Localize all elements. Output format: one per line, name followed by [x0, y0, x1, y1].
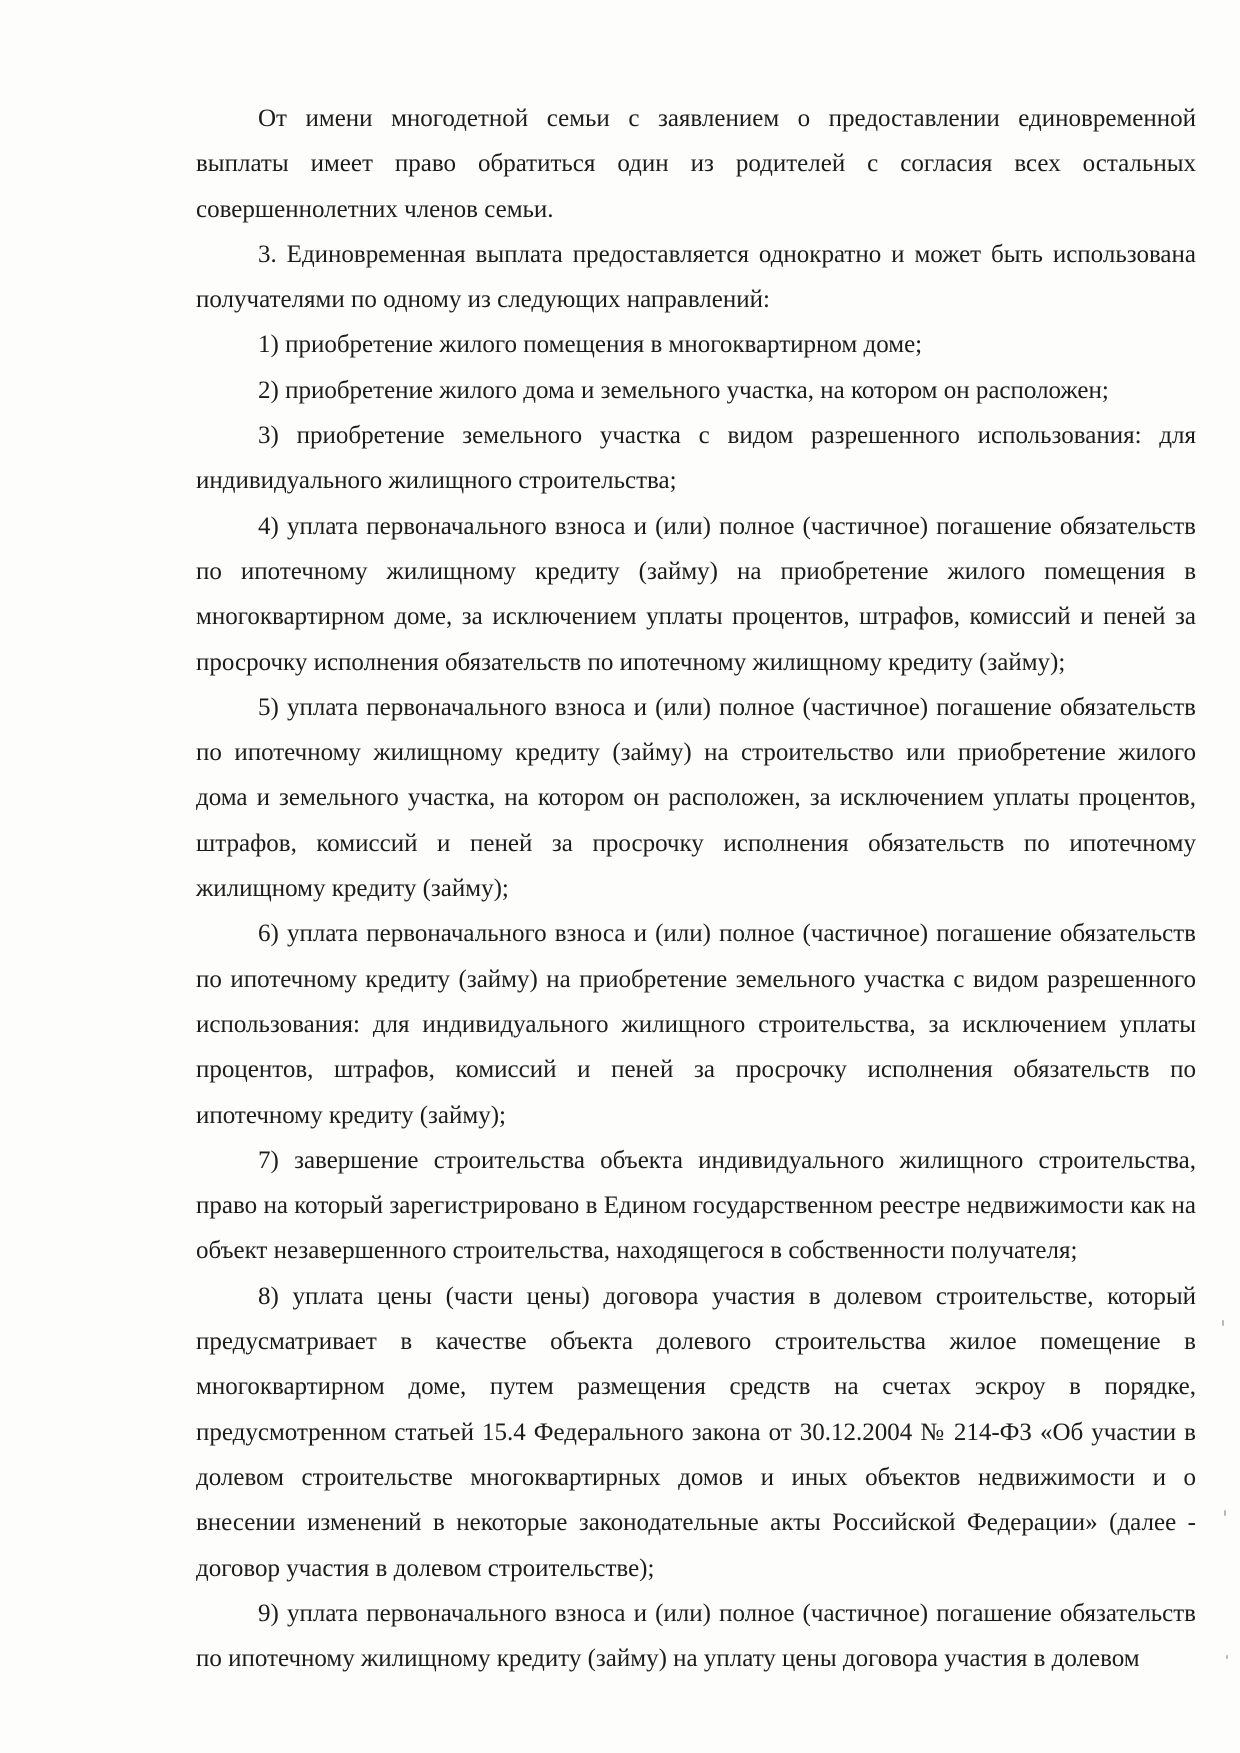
- document-text: [196, 96, 1196, 1681]
- scan-speck: [1226, 1655, 1228, 1659]
- list-item-8: 8) уплата цены (части цены) договора участия в долевом строительстве, который предусматривает в качестве объекта долевого строительства жилое помещение в многоквартирном доме, путем размещения средств на счетах эскроу в порядке, предусмотренном статьей 15.4 Федерального закона от 30.12.2004 № 214-ФЗ «Об участии в долевом строительстве многоквартирных домов и иных объектов недвижимости и о внесении изменений в некоторые законодательные акты Российской Федерации» (далее - договор участия в долевом строительстве);: [196, 1282, 1196, 1582]
- scan-speck: [1224, 1510, 1226, 1516]
- list-item-5: 5) уплата первоначального взноса и (или) полное (частичное) погашение обязательств по ипотечному жилищному кредиту (займу) на строительство или приобретение жилого дома и земельного участка, на котором он расположен, за исключением уплаты процентов, штрафов, комиссий и пеней за просрочку исполнения обязательств по ипотечному жилищному кредиту (займу);: [196, 693, 1196, 903]
- list-item-6: 6) уплата первоначального взноса и (или) полное (частичное) погашение обязательств по ипотечному кредиту (займу) на приобретение земельного участка с видом разрешенного использования: для индивидуального жилищного строительства, за исключением уплаты процентов, штрафов, комиссий и пеней за просрочку исполнения обязательств по ипотечному кредиту (займу);: [196, 920, 1196, 1129]
- paragraph-clause-3: 3. Единовременная выплата предоставляется однократно и может быть использована получателями по одному из следующих направлений:: [196, 240, 1196, 314]
- list-item-4: 4) уплата первоначального взноса и (или) полное (частичное) погашение обязательств по ипотечному жилищному кредиту (займу) на приобретение жилого помещения в многоквартирном доме, за исключением уплаты процентов, штрафов, комиссий и пеней за просрочку исполнения обязательств по ипотечному жилищному кредиту (займу);: [196, 512, 1196, 676]
- list-item-1: 1) приобретение жилого помещения в многоквартирном доме;: [258, 331, 923, 359]
- list-item-7: 7) завершение строительства объекта индивидуального жилищного строительства, право на который зарегистрировано в Едином государственном реестре недвижимости как на объект незавершенного строительства, находящегося в собственности получателя;: [196, 1146, 1196, 1265]
- scan-speck: [1222, 1320, 1224, 1326]
- paragraph-applicant: От имени многодетной семьи с заявлением о предоставлении единовременной выплаты имеет право обратиться один из родителей с согласия всех остальных совершеннолетних членов семьи.: [196, 105, 1196, 223]
- list-item-2: 2) приобретение жилого дома и земельного участка, на котором он расположен;: [258, 376, 1109, 404]
- list-item-3: 3) приобретение земельного участка с видом разрешенного использования: для индивидуального жилищного строительства;: [196, 422, 1196, 495]
- list-item-9: 9) уплата первоначального взноса и (или) полное (частичное) погашение обязательств по ипотечному жилищному кредиту (займу) на уплату цены договора участия в долевом: [196, 1599, 1196, 1673]
